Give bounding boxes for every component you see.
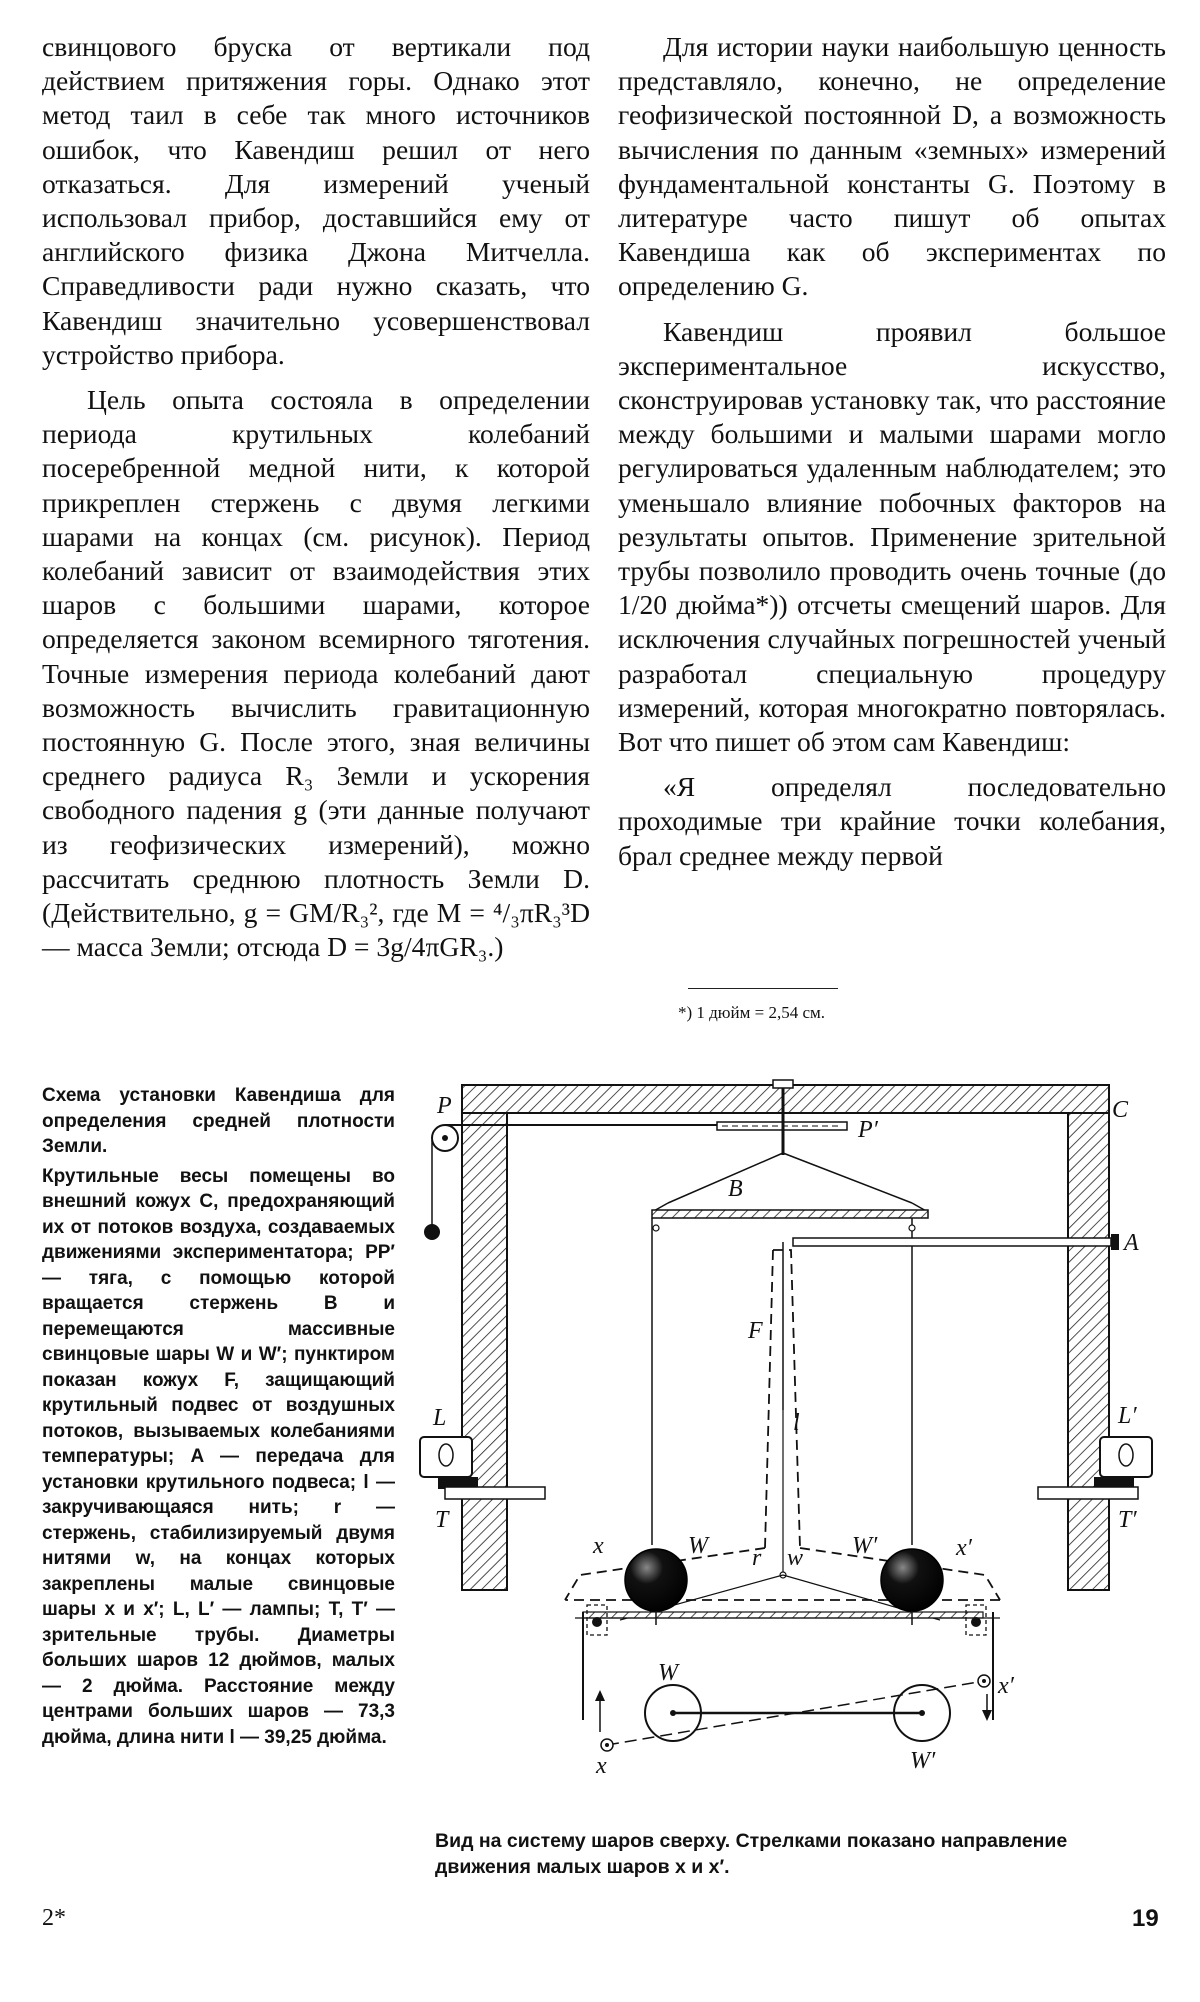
top-view-label-x: x — [596, 1753, 607, 1779]
paragraph: Кавендиш проявил большое экспериментальное искусство, сконструировав установку так, что расстояние между большими и малыми шарами могло регулироваться удаленным наблюдателем; это уменьшало влияние побочных факторов на результаты опытов. Применение зрительной трубы позволило проводить очень точные (до 1/20 дюйма*)) отсчеты смещений шаров. Для исключения случайных погрешностей ученый разработал специальную процедуру измерений, которая многократно повторялась. Вот что пишет об этом сам Кавендиш: — [618, 315, 1166, 758]
label-f: F — [748, 1318, 763, 1344]
label-r: r — [752, 1545, 762, 1571]
small-ball-x-prime — [966, 1605, 986, 1635]
telescope-t-prime — [1038, 1487, 1138, 1499]
figure-caption-top-view: Вид на систему шаров сверху. Стрелками показано направление движения малых шаров x и x′. — [435, 1830, 1068, 1878]
suspension-bar-b — [652, 1080, 928, 1545]
label-p: P — [437, 1093, 452, 1119]
label-l-fibre: l — [793, 1410, 800, 1436]
label-w-thread: w — [787, 1545, 804, 1571]
label-w: W — [688, 1533, 708, 1559]
caption-body: Крутильные весы помещены во внешний кожух C, предохраняющий их от потоков воздуха, создаваемых движениями экспериментатора; PP′ — тяга, с помощью которой вращается стержень B и перемещаются массивные свинцовые шары W и W′; пунктиром показан кожух F, защищающий крутильный подвес от воздушных потоков, вызываемых колебаниями температуры; A — передача для установки крутильного подвеса; l — закручивающаяся нить; r — стержень, стабилизируемый двумя нитями w, на концах которых закреплены малые свинцовые шары x и x′; L, L′ — лампы; T, T′ — зрительные трубы. Диаметры больших шаров 12 дюймов, малых — 2 дюйма. Расстояние между центрами больших шаров — 73,3 дюйма, длина нити l — 39,25 дюйма. — [42, 1165, 395, 1748]
label-x: x — [593, 1533, 604, 1559]
paragraph: свинцового бруска от вертикали под действием притяжения горы. Однако этот метод таил в себе так много источников ошибок, что Кавендиш решил от него отказаться. Для измерений ученый использовал прибор, доставшийся ему от английского физика Джона Митчелла. Справедливости ради нужно сказать, что Кавендиш значительно усовершенствовал устройство прибора. — [42, 31, 590, 370]
label-x-prime: x′ — [956, 1535, 972, 1561]
paragraph: Цель опыта состояла в определении периода крутильных колебаний посеребренной медной нити, к которой прикреплен стержень с двумя легкими шарами на концах (см. рисунок). Период колебаний зависит от взаимодействия этих шаров с большими шарами, которое определяется законом всемирного тяготения. Точные измерения периода колебаний дают возможность вычислить гравитационную постоянную G. После этого, зная величины среднего радиуса R₃ Земли и ускорения свободного падения g (эти данные получают из геофизических измерений), можно рассчитать среднюю плотность Земли D. (Действительно, g = GM/R₃², где M = ⁴/₃πR₃³D — масса Земли; отсюда D = 3g/4πGR₃.) — [42, 384, 590, 963]
label-a: A — [1124, 1230, 1139, 1256]
paragraph: «Я определял последовательно проходимые три крайние точки колебания, брал среднее между первой — [618, 771, 1166, 871]
lamp-l — [420, 1437, 478, 1489]
label-lamp-l-prime: L′ — [1118, 1403, 1137, 1429]
footnote: *) 1 дюйм = 2,54 см. — [678, 1003, 826, 1022]
caption-title: Схема установки Кавендиша для определения средней плотности Земли. — [42, 1085, 395, 1157]
top-view-diagram — [595, 1675, 992, 1751]
top-view-label-x-prime: x′ — [998, 1673, 1014, 1699]
top-view-label-w: W — [658, 1660, 678, 1686]
pulley-p — [424, 1125, 458, 1240]
page-number-left: 2* — [42, 1905, 66, 1931]
page-number-right: 19 — [1132, 1905, 1159, 1932]
label-c: C — [1112, 1097, 1129, 1123]
paragraph: Для истории науки наибольшую ценность представляло, конечно, не определение геофизической постоянной D, а возможность вычисления по данным «земных» измерений фундаментальной константы G. Поэтому в литературе часто пишут об опытах Кавендиша как об экспериментах по определению G. — [618, 31, 1166, 302]
label-telescope-t: T — [435, 1507, 449, 1533]
label-w-prime: W′ — [852, 1533, 878, 1559]
top-view-label-w-prime: W′ — [910, 1748, 936, 1774]
outer-casing-c — [462, 1085, 1109, 1590]
telescope-t — [445, 1487, 545, 1499]
label-b: B — [728, 1176, 743, 1202]
label-telescope-t-prime: T′ — [1118, 1507, 1137, 1533]
small-ball-x — [587, 1605, 607, 1635]
label-p-prime: P′ — [858, 1117, 878, 1143]
label-lamp-l: L — [433, 1405, 447, 1431]
lamp-l-prime — [1094, 1437, 1152, 1489]
